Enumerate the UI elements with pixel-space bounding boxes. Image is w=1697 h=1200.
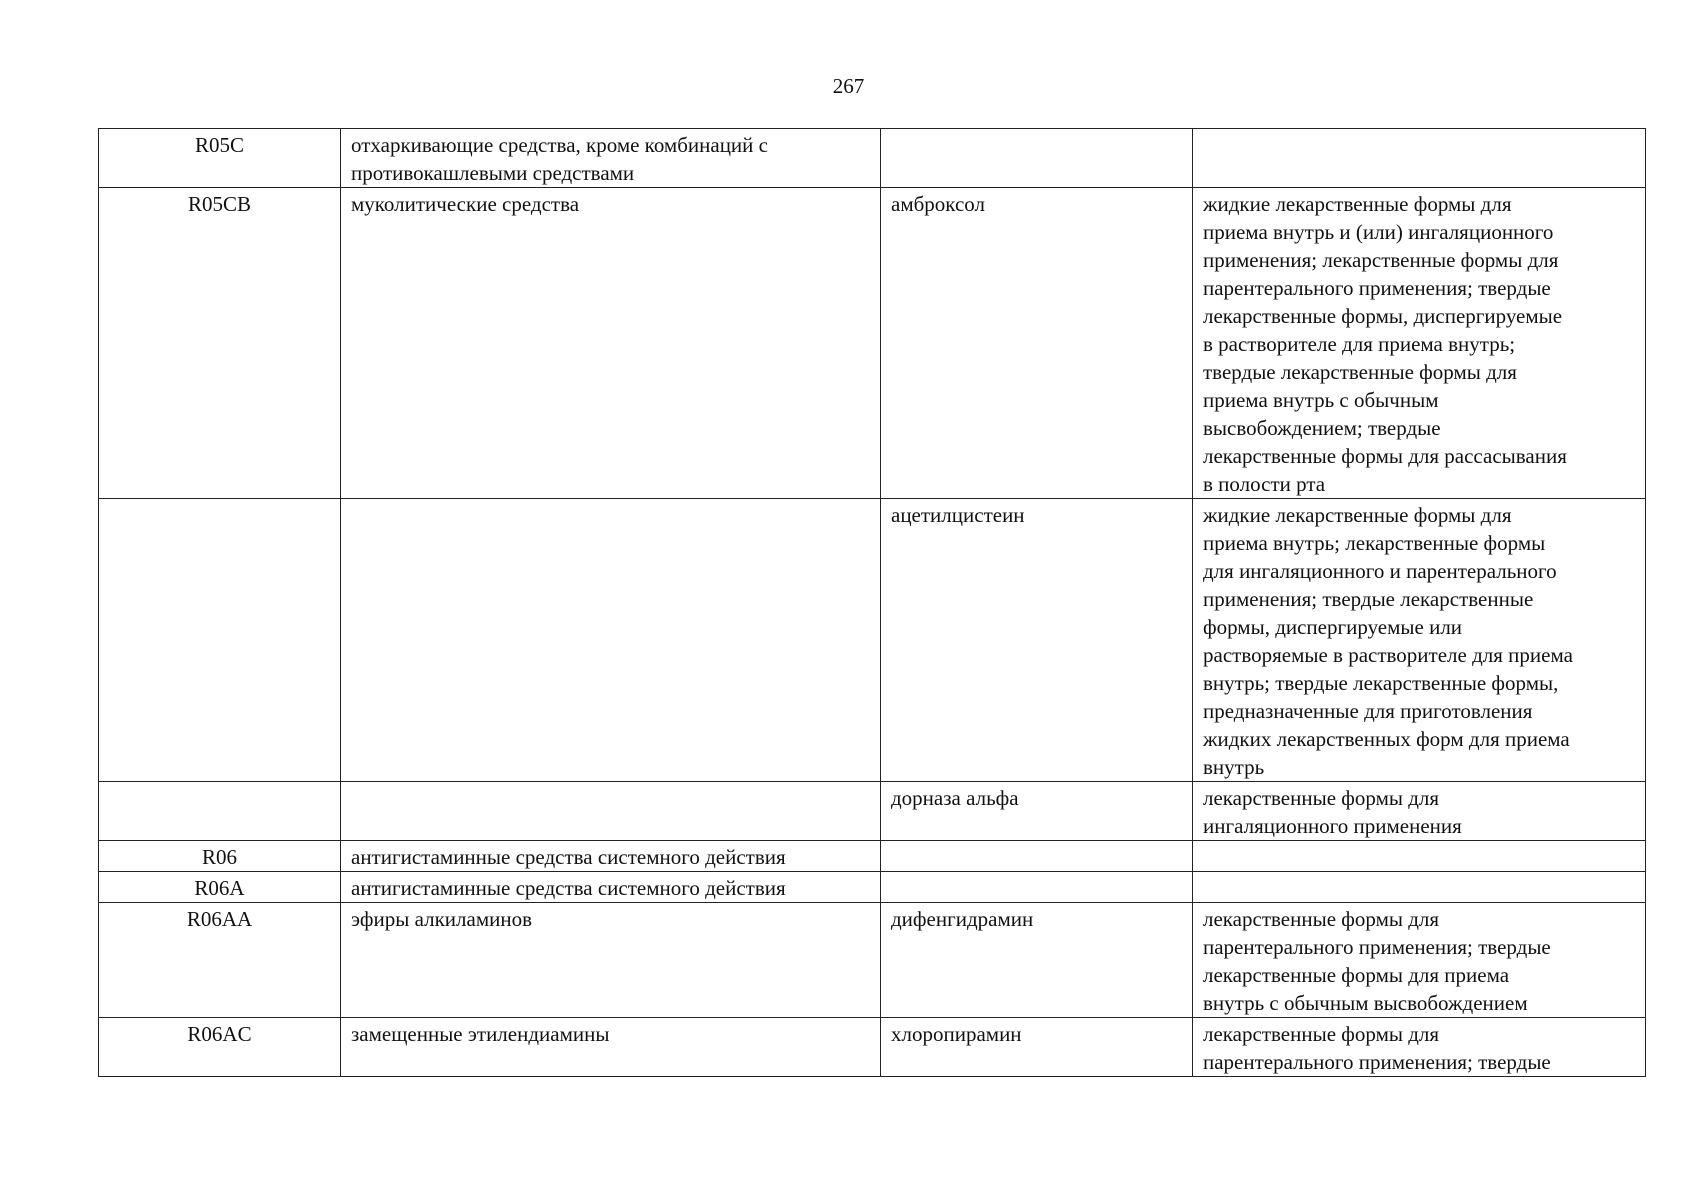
drug-name-cell: дифенгидрамин [881,903,1193,1018]
table-row [99,782,1646,841]
group-name-cell: антигистаминные средства системного действия [341,841,881,872]
drug-name-cell: дорназа альфа [881,782,1193,841]
dosage-forms-cell: лекарственные формы для ингаляционного применения [1193,782,1646,841]
group-name-cell [341,782,881,841]
drug-name-cell: хлоропирамин [881,1018,1193,1077]
drug-name-cell [881,841,1193,872]
dosage-forms-cell [1193,841,1646,872]
drug-name-cell: амброксол [881,188,1193,499]
group-name-cell: замещенные этилендиамины [341,1018,881,1077]
table-row [99,872,1646,903]
drug-table [98,128,1646,1077]
page-number: 267 [832,74,865,98]
group-name-cell [341,499,881,782]
atc-code-cell: R06A [99,872,341,903]
group-name-cell: антигистаминные средства системного действия [341,872,881,903]
dosage-forms-cell: жидкие лекарственные формы для приема внутрь и (или) ингаляционного применения; лекарственные формы для парентерального применения; твердые лекарственные формы, диспергируемые в растворителе для приема внутрь; твердые лекарственные формы для приема внутрь с обычным высвобождением; твердые лекарственные формы для рассасывания в полости рта [1193,188,1646,499]
drug-name-cell [881,872,1193,903]
atc-code-cell: R06AC [99,1018,341,1077]
group-name-cell: муколитические средства [341,188,881,499]
table-row [99,499,1646,782]
table-row [99,903,1646,1018]
drug-name-cell: ацетилцистеин [881,499,1193,782]
dosage-forms-cell [1193,129,1646,188]
group-name-cell: эфиры алкиламинов [341,903,881,1018]
atc-code-cell: R05CB [99,188,341,499]
dosage-forms-cell [1193,872,1646,903]
group-name-cell: отхаркивающие средства, кроме комбинаций с противокашлевыми средствами [341,129,881,188]
table-row [99,1018,1646,1077]
atc-code-cell: R06AA [99,903,341,1018]
table-row [99,841,1646,872]
atc-code-cell: R06 [99,841,341,872]
dosage-forms-cell: жидкие лекарственные формы для приема внутрь; лекарственные формы для ингаляционного и парентерального применения; твердые лекарственные формы, диспергируемые или растворяемые в растворителе для приема внутрь; твердые лекарственные формы, предназначенные для приготовления жидких лекарственных форм для приема внутрь [1193,499,1646,782]
table-row [99,188,1646,499]
atc-code-cell [99,782,341,841]
atc-code-cell [99,499,341,782]
atc-code-cell: R05C [99,129,341,188]
drug-name-cell [881,129,1193,188]
dosage-forms-cell: лекарственные формы для парентерального применения; твердые лекарственные формы для приема внутрь с обычным высвобождением [1193,903,1646,1018]
table-row [99,129,1646,188]
dosage-forms-cell: лекарственные формы для парентерального применения; твердые [1193,1018,1646,1077]
